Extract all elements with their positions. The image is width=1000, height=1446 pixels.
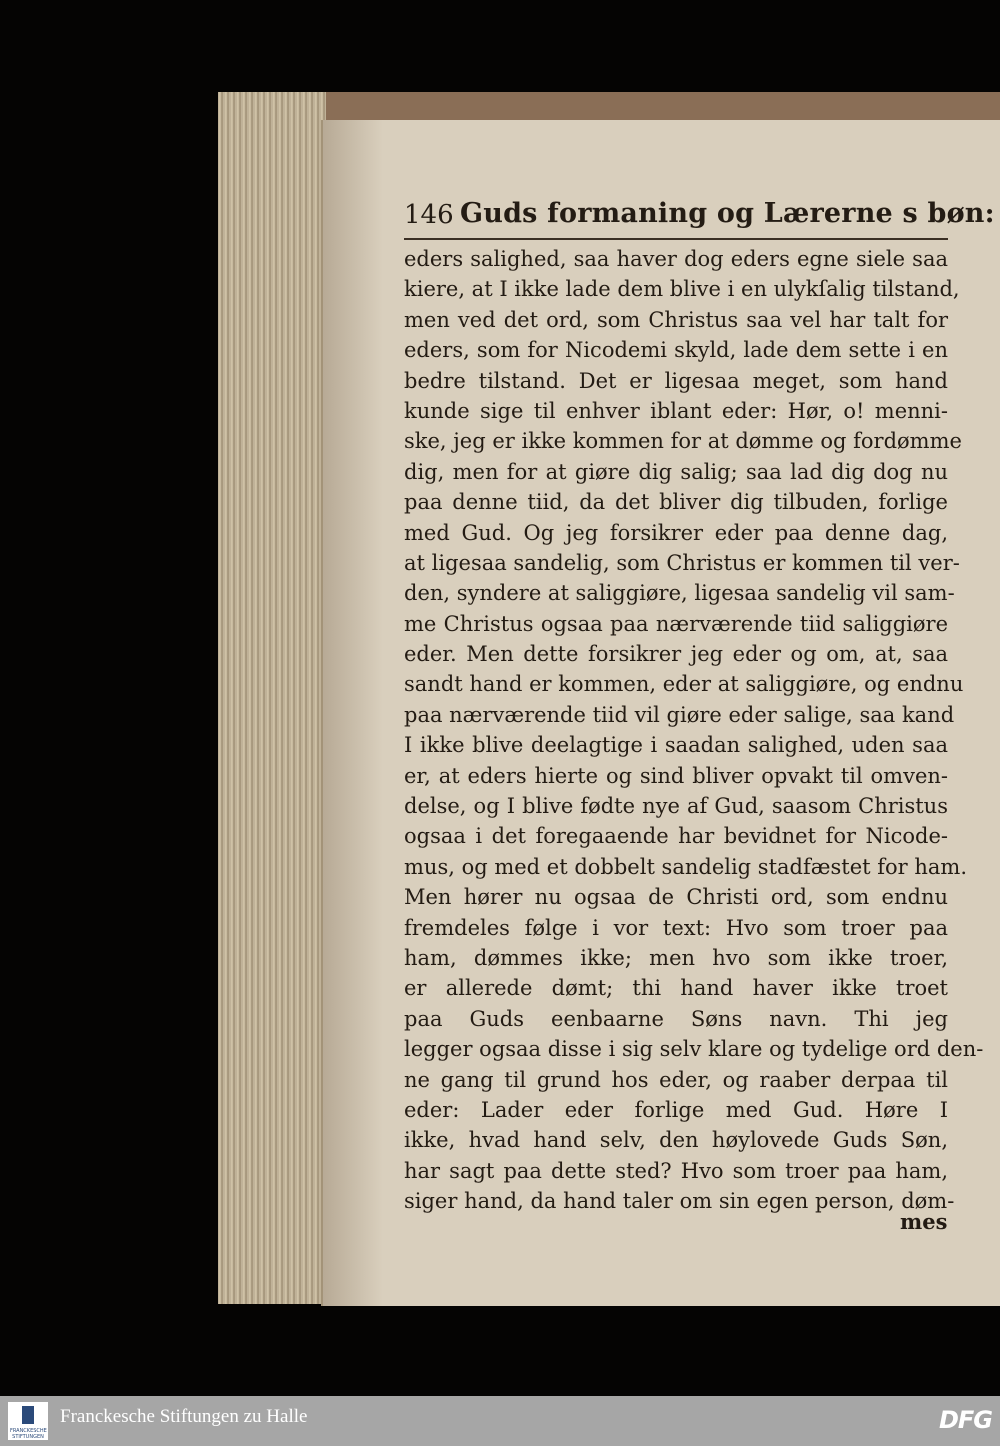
text-line: bedre tilstand. Det er ligesaa meget, som hand <box>404 368 948 393</box>
gutter-shadow <box>323 120 383 1306</box>
franckesche-logo[interactable] <box>8 1402 48 1440</box>
text-line: legger ogsaa disse i sig selv klare og tydelige ord den- <box>404 1037 984 1062</box>
page-header <box>404 198 995 242</box>
page-edges <box>218 92 326 1304</box>
header-rule <box>404 238 948 240</box>
text-line: mus, og med et dobbelt sandelig stadfæstet for ham. <box>404 854 968 879</box>
text-line: at ligesaa sandelig, som Christus er kommen til ver- <box>404 550 960 575</box>
text-line: eders, som for Nicodemi skyld, lade dem sette i en <box>404 338 948 363</box>
text-line: paa Guds eenbaarne Søns navn. Thi jeg <box>404 1006 948 1031</box>
text-line: dig, men for at giøre dig salig; saa lad dig dog nu <box>404 459 948 484</box>
text-line: har sagt paa dette sted? Hvo som troer paa ham, <box>404 1158 948 1183</box>
text-line: er allerede dømt; thi hand haver ikke troet <box>404 976 948 1001</box>
building-icon <box>22 1406 34 1424</box>
text-line: me Christus ogsaa paa nærværende tiid saliggiøre <box>404 611 948 636</box>
dfg-logo[interactable]: DFG <box>938 1406 992 1434</box>
text-line: eder. Men dette forsikrer jeg eder og om, at, saa <box>404 642 948 667</box>
text-line: siger hand, da hand taler om sin egen person, døm- <box>404 1189 955 1214</box>
text-line: ne gang til grund hos eder, og raaber derpaa til <box>404 1067 948 1092</box>
text-line: kiere, at I ikke lade dem blive i en ulykſalig tilstand, <box>404 277 960 302</box>
text-line: kunde sige til enhver iblant eder: Hør, o! menni- <box>404 398 948 423</box>
text-line: med Gud. Og jeg forsikrer eder paa denne dag, <box>404 520 948 545</box>
text-line: ikke, hvad hand selv, den høylovede Guds Søn, <box>404 1128 948 1153</box>
text-line: eders salighed, saa haver dog eders egne siele saa <box>404 247 948 271</box>
page-number: 146 <box>404 200 454 230</box>
logo-text: FRANCKESCHE STIFTUNGEN <box>10 1428 47 1440</box>
text-line: paa denne tiid, da det bliver dig tilbuden, forlige <box>404 490 948 515</box>
text-line: sandt hand er kommen, eder at saliggiøre, og endnu <box>404 672 964 697</box>
body-text <box>404 244 984 1217</box>
institution-name: Franckesche Stiftungen zu Halle <box>60 1406 308 1427</box>
text-line: ogsaa i det foregaaende har bevidnet for Nicode- <box>404 824 948 849</box>
text-line: delse, og I blive fødte nye af Gud, saasom Christus <box>404 794 948 819</box>
catchword: mes <box>900 1209 948 1234</box>
text-line: eder: Lader eder forlige med Gud. Høre I <box>404 1097 948 1122</box>
text-line: fremdeles følge i vor text: Hvo som troer paa <box>404 915 948 940</box>
text-line: paa nærværende tiid vil giøre eder salige, saa kand <box>404 702 955 727</box>
text-line: den, syndere at saliggiøre, ligesaa sandelig vil sam- <box>404 581 955 606</box>
text-line: ske, jeg er ikke kommen for at dømme og fordømme <box>404 429 962 454</box>
text-line: ham, dømmes ikke; men hvo som ikke troer, <box>404 945 948 970</box>
text-line: men ved det ord, som Christus saa vel har talt for <box>404 307 948 332</box>
text-line: I ikke blive deelagtige i saadan salighed, uden saa <box>404 733 948 758</box>
footer-bar <box>0 1396 1000 1446</box>
text-line: er, at eders hierte og sind bliver opvakt til omven- <box>404 763 948 788</box>
text-line: Men hører nu ogsaa de Christi ord, som endnu <box>404 885 948 910</box>
running-head: Guds formaning og Lærerne s bøn: <box>460 198 995 229</box>
